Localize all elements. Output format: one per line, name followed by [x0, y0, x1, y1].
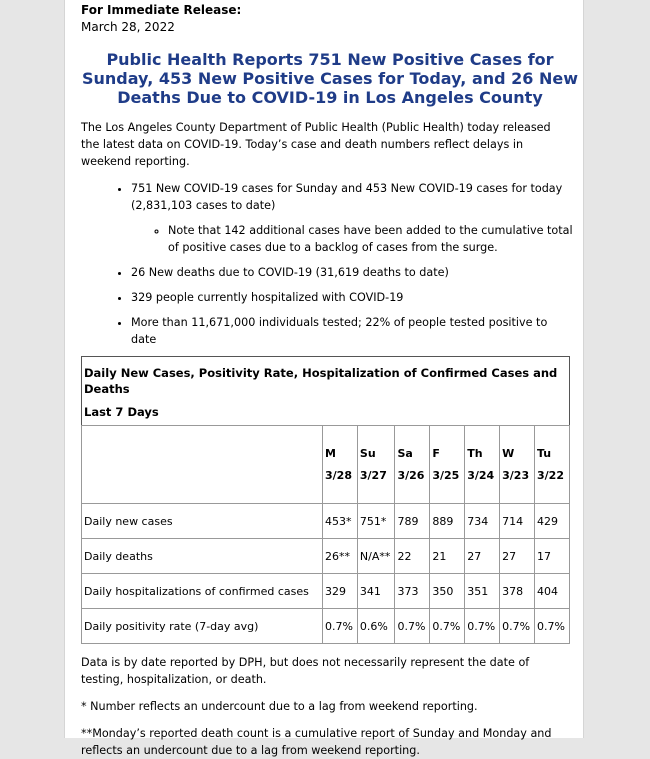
row-label: Daily hospitalizations of confirmed cases: [82, 574, 323, 609]
table-cell: 329: [323, 574, 358, 609]
table-cell: 26**: [323, 539, 358, 574]
table-cell: 373: [395, 574, 430, 609]
table-cell: 789: [395, 504, 430, 539]
row-label: Daily new cases: [82, 504, 323, 539]
table-caption: [82, 357, 570, 426]
table-cell: 0.7%: [500, 609, 535, 644]
bullet-hospitalized: • 329 people currently hospitalized with COVID-19: [131, 289, 576, 306]
table-cell: 27: [500, 539, 535, 574]
footnote-data-source: Data is by date reported by DPH, but does not necessarily represent the date of testing, hospitalization, or death.: [81, 656, 530, 686]
table-header-day: M 3/28: [323, 426, 358, 504]
release-label: For Immediate Release:: [81, 3, 242, 17]
table-header-day: Sa 3/26: [395, 426, 430, 504]
table-cell: 351: [465, 574, 500, 609]
table-header-day: Th 3/24: [465, 426, 500, 504]
daily-data-table: [81, 356, 570, 644]
page-title: Public Health Reports 751 New Positive Cases for Sunday, 453 New Positive Cases for Today, and 26 New Deaths Due to COVID-19 in Los Angeles County: [81, 50, 579, 107]
table-row: [82, 609, 570, 644]
table-cell: 341: [357, 574, 395, 609]
table-subtitle: Last 7 Days: [84, 405, 159, 419]
table-cell: 22: [395, 539, 430, 574]
table-cell: 734: [465, 504, 500, 539]
row-label: Daily positivity rate (7-day avg): [82, 609, 323, 644]
table-cell: 378: [500, 574, 535, 609]
table-header-row: [82, 426, 570, 504]
table-title: Daily New Cases, Positivity Rate, Hospitalization of Confirmed Cases and Deaths: [84, 366, 558, 396]
table-cell: 27: [465, 539, 500, 574]
table-cell: 0.7%: [430, 609, 465, 644]
row-label: Daily deaths: [82, 539, 323, 574]
table-cell: N/A**: [357, 539, 395, 574]
bullet-tested: • More than 11,671,000 individuals tested; 22% of people tested positive to date: [131, 314, 576, 348]
table-cell: 714: [500, 504, 535, 539]
table-row: [82, 539, 570, 574]
footnote-double-asterisk: **Monday’s reported death count is a cumulative report of Sunday and Monday and reflects an undercount due to a lag from weekend reporting.: [81, 727, 552, 757]
table-caption-row: [82, 357, 570, 426]
table-cell: 404: [535, 574, 570, 609]
table-cell: 0.7%: [323, 609, 358, 644]
bullet-new-deaths: • 26 New deaths due to COVID-19 (31,619 deaths to date): [131, 264, 576, 281]
table-header-blank: [82, 426, 323, 504]
table-cell: 429: [535, 504, 570, 539]
intro-paragraph: The Los Angeles County Department of Public Health (Public Health) today released the latest data on COVID-19. Today’s case and death numbers reflect delays in weekend reporting.: [81, 121, 551, 168]
table-cell: 21: [430, 539, 465, 574]
release-date: March 28, 2022: [81, 20, 175, 34]
table-header-day: Tu 3/22: [535, 426, 570, 504]
table-cell: 0.6%: [357, 609, 395, 644]
table-row: [82, 504, 570, 539]
table-cell: 751*: [357, 504, 395, 539]
table-cell: 453*: [323, 504, 358, 539]
table-cell: 17: [535, 539, 570, 574]
bullet-text: 751 New COVID-19 cases for Sunday and 453 New COVID-19 cases for today (2,831,103 cases to date): [131, 182, 563, 212]
press-release-page: [64, 0, 584, 757]
table-cell: 0.7%: [465, 609, 500, 644]
footnote-single-asterisk: * Number reflects an undercount due to a lag from weekend reporting.: [81, 700, 478, 713]
sub-bullet-list: [131, 222, 576, 256]
summary-bullet-list: [81, 180, 576, 348]
table-cell: 889: [430, 504, 465, 539]
table-header-day: F 3/25: [430, 426, 465, 504]
table-cell: 0.7%: [535, 609, 570, 644]
table-cell: 0.7%: [395, 609, 430, 644]
table-row: [82, 574, 570, 609]
sub-bullet-note: ◦ Note that 142 additional cases have been added to the cumulative total of positive cases due to a backlog of cases from the surge.: [168, 222, 576, 256]
bullet-new-cases: [131, 180, 576, 256]
table-header-day: Su 3/27: [357, 426, 395, 504]
table-header-day: W 3/23: [500, 426, 535, 504]
table-cell: 350: [430, 574, 465, 609]
